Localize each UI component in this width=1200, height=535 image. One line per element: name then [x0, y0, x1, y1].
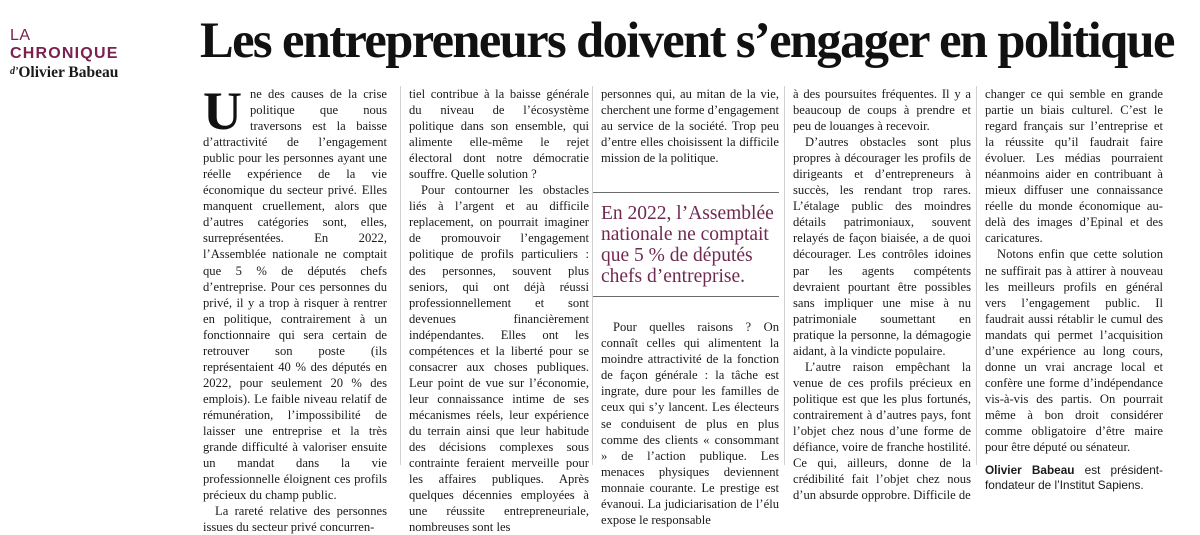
paragraph: L’autre raison empêchant la venue de ces profils précieux en politique est que les plus fortunés, contrairement à d’autres pays, font l’objet chez nous d’une forme de défiance, voire de franche hostilité. Ce qui, ailleurs, donne de la crédibilité fait l’objet chez nous d’un absurde opprobre. Difficile de: [793, 359, 971, 503]
kicker-chronique: CHRONIQUE: [10, 45, 119, 62]
paragraph: D’autres obstacles sont plus propres à décourager les profils de dirigeants et d’entrepreneurs à succès, les rendant trop rares. L’étalage public des moindres détails patrimoniaux, souvent relayés de façon biaisée, a de quoi décourager. Les contrôles idoines par les agents compétents devraient pourtant être possibles sans impliquer une mise à nu patrimoniale soumettant en pratique la personne, la démagogie aidant, à la vindicte populaire.: [793, 135, 971, 358]
paragraph: personnes qui, au mitan de la vie, cherchent une forme d’engagement au service de la société. Trop peu d’entre elles choisissent la difficile mission de la politique.: [601, 87, 779, 166]
drop-cap: U: [203, 81, 242, 141]
article-column-2: [400, 86, 589, 535]
column-kicker: [10, 28, 119, 81]
kicker-la: LA: [10, 27, 31, 44]
article-column-5: [976, 86, 1163, 493]
paragraph: Pour quelles raisons ? On connaît celles qui alimentent la moindre attractivité de la fonction de façon générale : la tâche est ingrate, dure pour les familles de ceux qui s’y lancent. Les électeurs se conduisent de plus en plus comme des clients « consommant » de l’action publique. Les menaces physiques deviennent monnaie courante. Le prestige est évanoui. La judiciarisation de l’élu expose le responsable: [601, 320, 779, 527]
paragraph: La rareté relative des personnes issues du secteur privé concurren-: [203, 504, 387, 535]
paragraph: Notons enfin que cette solution ne suffirait pas à attirer à nouveau les meilleurs profils en général vers l’engagement public. Il faudrait aussi rétablir le cumul des mandats qui permet l’acquisition d’une expérience au long cours, donne un vrai ancrage local et confère une forme d’indépendance vis-à-vis des partis. On pourrait même à bon droit considérer comme obligatoire d’être maire pour être député ou sénateur.: [985, 247, 1163, 455]
paragraph: Pour contourner les obstacles liés à l’argent et au difficile replacement, on pourrait imaginer de promouvoir l’engagement politique de profils particuliers : des personnes, souvent plus seniors, qui ont déjà réussi professionnellement et sont devenues financièrement indépendantes. Elles ont les compétences et la liberté pour se consacrer aux choses publiques. Leur point de vue sur l’économie, leur connaissance intime de ses mécanismes réels, leur expérience du terrain ainsi que leur habitude des décisions complexes sous contrainte feraient merveille pour les affaires publiques. Après quelques décennies employées à une réussite entrepreneuriale, nombreuses sont les: [409, 183, 589, 535]
kicker-byline: [10, 65, 119, 81]
paragraph: tiel contribue à la baisse générale du niveau de l’écosystème politique dans son ensemble, qui alimente elle-même le rejet électoral dont notre démocratie souffre. Quelle solution ?: [409, 87, 589, 182]
signature-text: est président-fondateur de l’Institut Sapiens.: [985, 463, 1163, 493]
article-column-4: [784, 86, 971, 503]
byline-name: Olivier Babeau: [18, 64, 119, 81]
paragraph: à des poursuites fréquentes. Il y a beaucoup de coups à prendre et peu de louanges à recevoir.: [793, 87, 971, 134]
signature-name: Olivier Babeau: [985, 463, 1075, 478]
paragraph: changer ce qui semble en grande partie un biais culturel. C’est le regard français sur l’entreprise et la réussite qu’il faudrait faire évoluer. Les médias pourraient néanmoins aider en contribuant à mieux diffuser une connaissance réelle du monde économique au-delà des images d’Epinal et des caricatures.: [985, 87, 1163, 246]
byline-prefix: d’: [10, 66, 19, 77]
pull-quote: En 2022, l’Assemblée nationale ne comptait que 5 % de députés chefs d’entreprise.: [593, 192, 779, 297]
article-column-1: [203, 81, 387, 535]
author-signature: [985, 463, 1163, 493]
paragraph: ne des causes de la crise politique que nous traversons est la baisse d’attractivité de l’engagement public pour les personnes ayant une réelle expérience de la vie économique du secteur privé. Elles manquent cruellement, alors que d’autres catégories sont, elles, surreprésentées. En 2022, l’Assemblée nationale ne comptait que 5 % de députés chefs d’entreprise. Pour ces personnes du privé, il y a trop à risquer à rentrer en politique, contrairement à un fonctionnaire qui sera certain de retrouver son poste (ils représentaient 40 % des députés en 2022, pour seulement 20 % des emplois). Le faible niveau relatif de rémunération, l’impossibilité de laisser une entreprise et la très grande difficulté à valoriser ensuite un mandat dans la vie professionnelle éloignent ces profils précieux du champ public.: [203, 87, 387, 503]
article-column-3: [592, 86, 779, 527]
headline: Les entrepreneurs doivent s’engager en politique: [200, 12, 1174, 68]
